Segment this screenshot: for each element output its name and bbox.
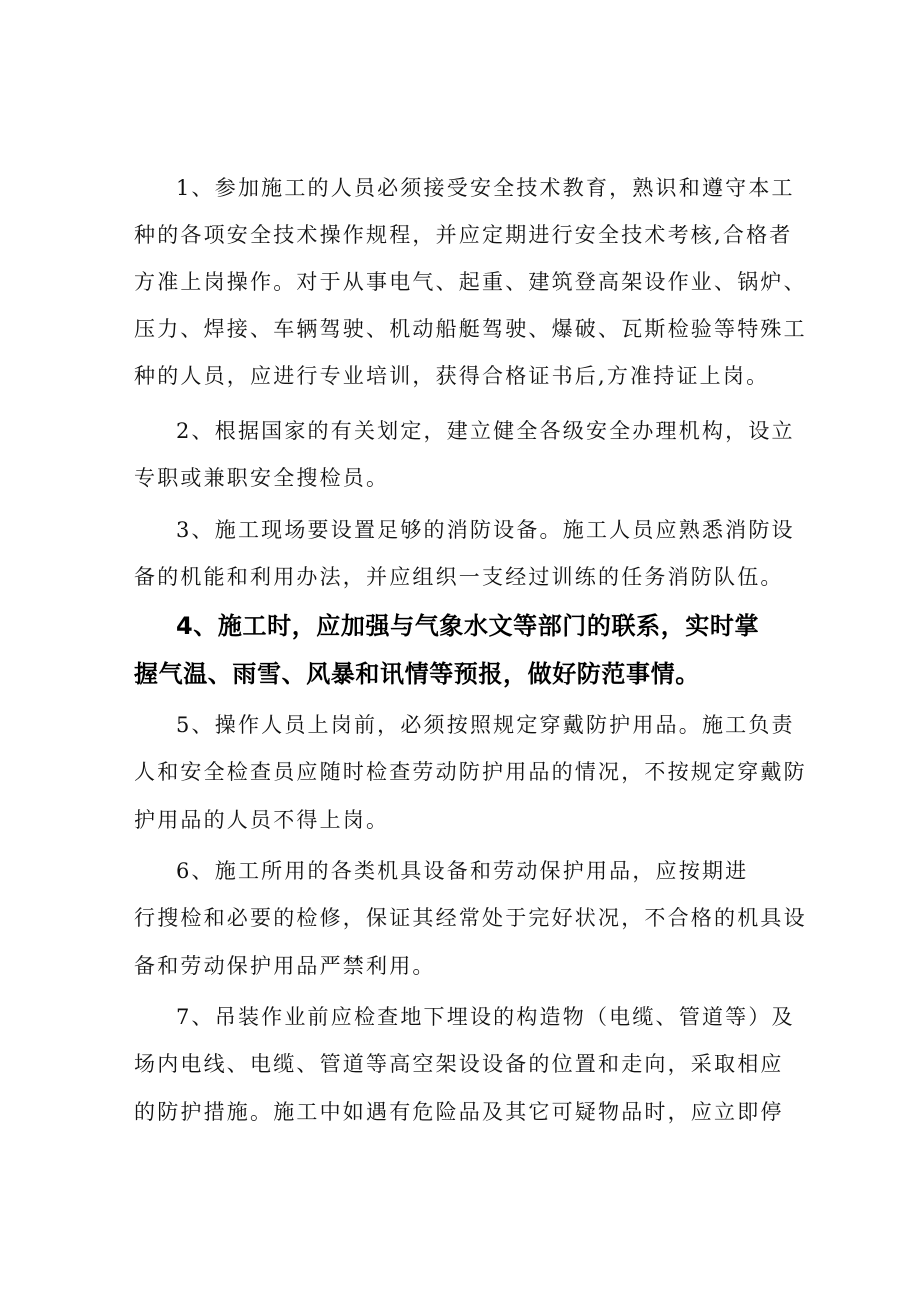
paragraph-7-line-2: 场内电线、电缆、管道等高空架设设备的位置和走向，采取相应 xyxy=(134,1052,784,1076)
paragraph-6-line-1: 6、施工所用的各类机具设备和劳动保护用品，应按期进 xyxy=(176,859,749,883)
paragraph-1-line-4: 压力、焊接、车辆驾驶、机动船艇驾驶、爆破、瓦斯检验等特殊工 xyxy=(134,317,807,341)
paragraph-7-line-3: 的防护措施。施工中如遇有危险品及其它可疑物品时，应立即停 xyxy=(134,1100,784,1124)
paragraph-3-line-2: 备的机能和利用办法，并应组织一支经过训练的任务消防队伍。 xyxy=(134,565,784,589)
paragraph-1-line-5: 种的人员，应进行专业培训，获得合格证书后,方准持证上岗。 xyxy=(134,364,770,388)
paragraph-4-line-1: 4、施工时，应加强与气象水文等部门的联系，实时掌 xyxy=(176,612,760,640)
paragraph-5-line-2: 人和安全检查员应随时检查劳动防护用品的情况，不按规定穿戴防 xyxy=(134,760,807,784)
paragraph-4-line-2: 握气温、雨雪、风暴和讯情等预报，做好防范事情。 xyxy=(134,660,700,688)
paragraph-2-line-1: 2、根据国家的有关划定，建立健全各级安全办理机构，设立 xyxy=(176,419,795,443)
paragraph-3-line-1: 3、施工现场要设置足够的消防设备。施工人员应熟悉消防设 xyxy=(176,518,795,542)
paragraph-1-line-1: 1、参加施工的人员必须接受安全技术教育，熟识和遵守本工 xyxy=(176,176,795,200)
paragraph-6-line-2: 行搜检和必要的检修，保证其经常处于完好状况，不合格的机具设 xyxy=(134,906,807,930)
paragraph-7-line-1: 7、吊装作业前应检查地下埋设的构造物（电缆、管道等）及 xyxy=(176,1005,795,1029)
paragraph-2-line-2: 专职或兼职安全搜检员。 xyxy=(134,466,390,490)
paragraph-1-line-3: 方准上岗操作。对于从事电气、起重、建筑登高架设作业、锅炉、 xyxy=(134,270,807,294)
paragraph-5-line-3: 护用品的人员不得上岗。 xyxy=(134,808,390,832)
paragraph-6-line-3: 备和劳动保护用品严禁利用。 xyxy=(134,954,436,978)
paragraph-1-line-2: 种的各项安全技术操作规程，并应定期进行安全技术考核,合格者 xyxy=(134,223,793,247)
paragraph-5-line-1: 5、操作人员上岗前，必须按照规定穿戴防护用品。施工负责 xyxy=(176,713,795,737)
